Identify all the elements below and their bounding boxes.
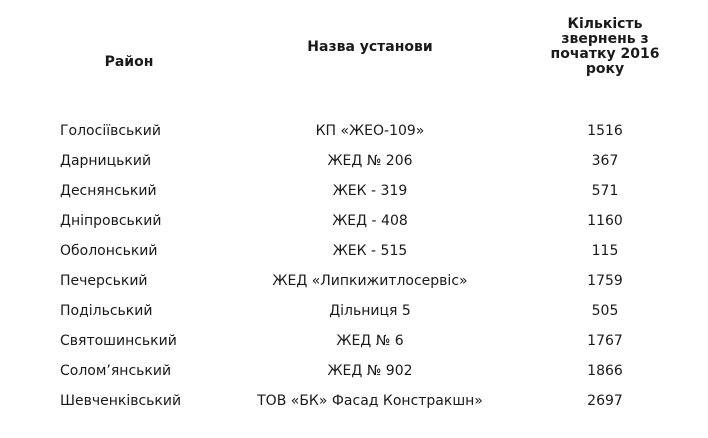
table-row bbox=[0, 326, 708, 356]
institution-cell: ЖЕК - 515 bbox=[332, 243, 408, 259]
table-row bbox=[0, 266, 708, 296]
district-cell: Деснянський bbox=[60, 183, 157, 199]
appeals-count-cell: 1767 bbox=[587, 333, 623, 349]
table-row bbox=[0, 116, 708, 146]
table-row bbox=[0, 206, 708, 236]
district-cell: Голосіївський bbox=[60, 123, 161, 139]
column-header-institution: Назва установи bbox=[307, 39, 433, 55]
column-header-appeals-count bbox=[545, 17, 665, 77]
column-header-appeals-count-line: звернень з bbox=[561, 31, 649, 47]
appeals-count-cell: 505 bbox=[591, 303, 619, 319]
institution-cell: ЖЕД № 206 bbox=[327, 153, 413, 169]
column-header-appeals-count-line: Кількість bbox=[567, 16, 643, 32]
institution-cell: ЖЕД «Липкижитлосервіс» bbox=[272, 273, 468, 289]
table-row bbox=[0, 146, 708, 176]
institution-cell: КП «ЖЕО-109» bbox=[315, 123, 425, 139]
district-cell: Дарницький bbox=[60, 153, 152, 169]
institution-cell: ТОВ «БК» Фасад Констракшн» bbox=[257, 393, 483, 409]
institution-cell: ЖЕК - 319 bbox=[332, 183, 408, 199]
district-cell: Шевченківський bbox=[60, 393, 182, 409]
appeals-count-cell: 571 bbox=[591, 183, 619, 199]
district-cell: Оболонський bbox=[60, 243, 158, 259]
institution-cell: ЖЕД № 6 bbox=[336, 333, 404, 349]
district-cell: Святошинський bbox=[60, 333, 177, 349]
appeals-count-cell: 367 bbox=[591, 153, 619, 169]
table-row bbox=[0, 356, 708, 386]
column-header-appeals-count-line: року bbox=[585, 61, 625, 77]
appeals-count-cell: 1160 bbox=[587, 213, 623, 229]
column-header-district: Район bbox=[104, 54, 154, 70]
district-cell: Солом’янський bbox=[60, 363, 172, 379]
district-cell: Подільський bbox=[60, 303, 153, 319]
appeals-count-cell: 1759 bbox=[587, 273, 623, 289]
appeals-count-cell: 115 bbox=[591, 243, 619, 259]
table-row bbox=[0, 236, 708, 266]
table-row bbox=[0, 176, 708, 206]
district-cell: Дніпровський bbox=[60, 213, 162, 229]
table-body bbox=[0, 116, 708, 416]
institution-cell: ЖЕД № 902 bbox=[327, 363, 413, 379]
institution-cell: ЖЕД - 408 bbox=[332, 213, 408, 229]
institution-cell: Дільниця 5 bbox=[329, 303, 411, 319]
district-cell: Печерський bbox=[60, 273, 148, 289]
appeals-count-cell: 1516 bbox=[587, 123, 623, 139]
column-header-appeals-count-line: початку 2016 bbox=[550, 46, 660, 62]
appeals-count-cell: 2697 bbox=[587, 393, 623, 409]
appeals-count-cell: 1866 bbox=[587, 363, 623, 379]
table-row bbox=[0, 296, 708, 326]
table-row bbox=[0, 386, 708, 416]
